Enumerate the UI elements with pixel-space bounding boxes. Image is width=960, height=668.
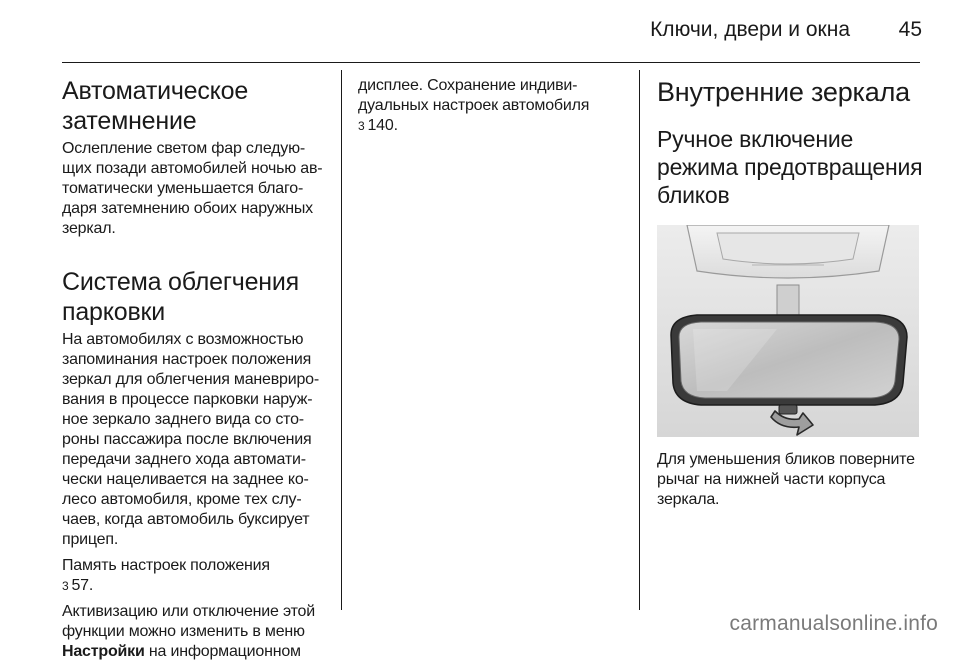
watermark: carmanualsonline.info: [729, 612, 938, 635]
paragraph-parking-assist: На автомобилях с возможностью запоминания настроек положения зеркал для облегчения маневриро- вания в процессе парковки наруж- ное зеркало заднего вида со сто- роны пассажира после включения передачи заднего хода автомати- чески нацеливается на заднее ко- лесо автомобиля, кроме тех слу- чаев, когда автомобиль буксирует прицеп.: [62, 331, 319, 548]
header-divider: [62, 62, 920, 63]
column-2: [358, 76, 630, 142]
section-heading-auto-dimming: Автоматическое затемнение: [62, 77, 249, 135]
column-divider-2: [639, 70, 640, 610]
settings-menu-term: Настройки: [62, 643, 145, 660]
section-heading-interior-mirrors: Внутренние зеркала: [657, 77, 910, 107]
reference-arrow-icon: 3: [358, 119, 365, 133]
column-3: [657, 76, 925, 510]
figure-caption: Для уменьшения бликов поверните рычаг на нижней части корпуса зеркала.: [657, 451, 915, 508]
subsection-heading-anti-glare: Ручное включение режима предотвращения бликов: [657, 126, 923, 208]
column-1: [62, 76, 334, 668]
paragraph-activation: Активизацию или отключение этой функции можно изменить в меню Настройки на информационном: [62, 603, 315, 660]
page-number: 45: [898, 18, 922, 41]
running-header-title: Ключи, двери и окна: [650, 18, 850, 41]
paragraph-continuation: дисплее. Сохранение индиви- дуальных настроек автомобиля 3 140.: [358, 77, 590, 134]
rearview-mirror-illustration: [657, 225, 919, 437]
column-divider-1: [341, 70, 342, 610]
section-heading-parking-assist: Система облегчения парковки: [62, 268, 299, 326]
paragraph-auto-dimming: Ослепление светом фар следую- щих позади автомобилей ночью ав- томатически уменьшается благо- даря затемнению обоих наружных зеркал.: [62, 140, 323, 237]
memory-cross-reference: Память настроек положения 3 57.: [62, 557, 270, 594]
memory-page-ref[interactable]: 57.: [71, 577, 94, 594]
display-page-ref[interactable]: 140.: [367, 117, 398, 134]
reference-arrow-icon: 3: [62, 579, 69, 593]
